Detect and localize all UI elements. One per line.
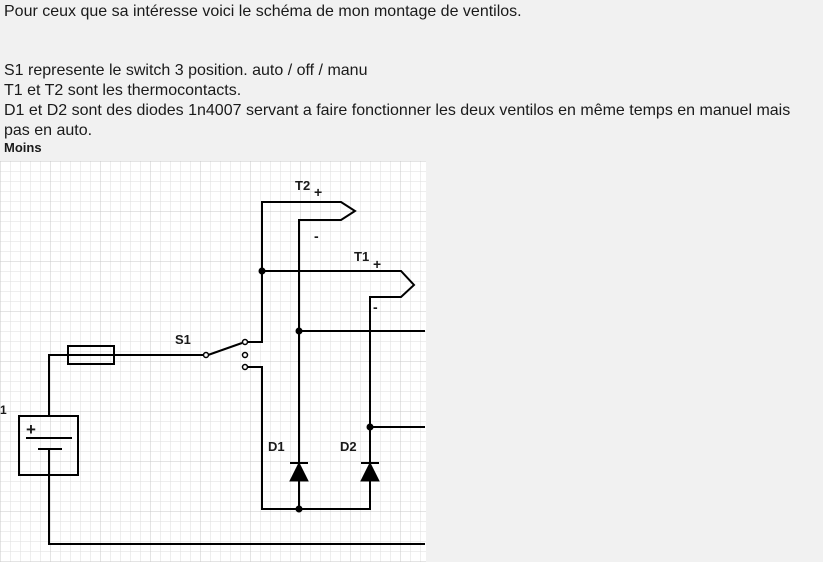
t2-minus-sign: -: [314, 228, 319, 244]
fan-wiring-schematic: [0, 161, 426, 562]
diodes-description-line2: pas en auto.: [4, 122, 93, 139]
battery-label: 1: [0, 403, 7, 417]
s1-label: S1: [175, 332, 191, 347]
t1-minus-sign: -: [373, 299, 378, 315]
s1-description: S1 represente le switch 3 position. auto / off / manu: [4, 62, 368, 79]
thermocontacts-description: T1 et T2 sont les thermocontacts.: [4, 82, 242, 99]
battery-plus-sign: +: [26, 420, 36, 439]
schematic-grid: [0, 161, 426, 562]
t2-label: T2: [295, 178, 311, 193]
moins-label: Moins: [4, 140, 42, 155]
t2-plus-sign: +: [314, 184, 323, 200]
d1-label: D1: [268, 439, 285, 454]
d2-label: D2: [340, 439, 357, 454]
t1-label: T1: [354, 249, 370, 264]
intro-text: Pour ceux que sa intéresse voici le schéma de mon montage de ventilos.: [4, 3, 522, 20]
diodes-description-line1: D1 et D2 sont des diodes 1n4007 servant a faire fonctionner les deux ventilos en même temps en manuel mais: [4, 102, 791, 119]
t1-plus-sign: +: [373, 256, 382, 272]
